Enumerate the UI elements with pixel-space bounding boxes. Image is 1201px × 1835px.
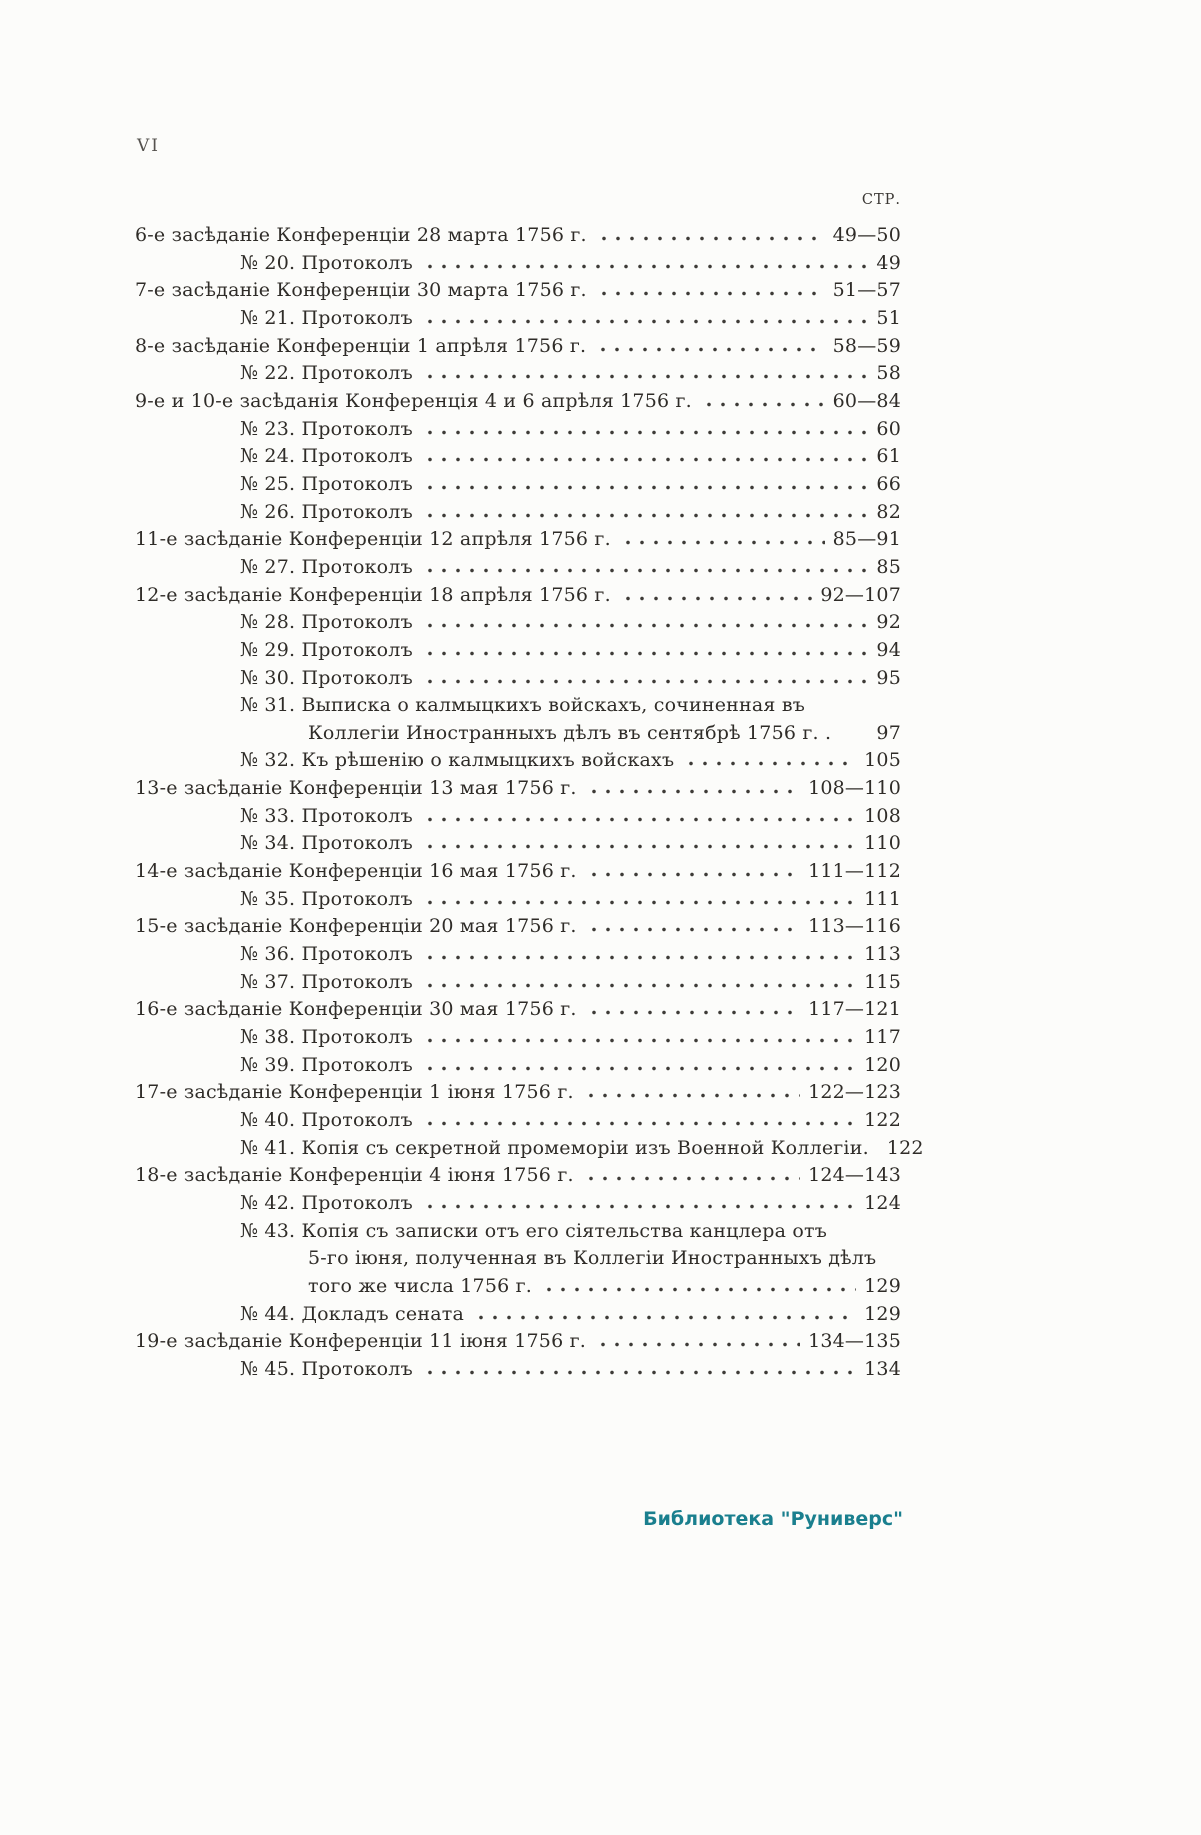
dot-leader	[423, 982, 856, 988]
toc-entry-page: 120	[864, 1053, 901, 1076]
dot-leader	[474, 1314, 856, 1320]
toc-entry-text: 7-е засѣданіе Конференціи 30 марта 1756 г.	[135, 279, 587, 302]
toc-entry-text: 8-е засѣданіе Конференціи 1 апрѣля 1756 г.	[135, 334, 587, 357]
toc-entry-text: 9-е и 10-е засѣданія Конференція 4 и 6 апрѣля 1756 г.	[135, 389, 692, 412]
toc-list	[135, 222, 924, 1384]
toc-line	[135, 1328, 901, 1356]
toc-entry-text: № 26. Протоколъ	[240, 500, 413, 523]
toc-entry-page: 97	[876, 721, 901, 744]
toc-line	[135, 1107, 901, 1135]
toc-entry-text: 15-е засѣданіе Конференціи 20 мая 1756 г.	[135, 915, 577, 938]
toc-line	[135, 499, 901, 527]
dot-leader	[423, 1037, 856, 1043]
dot-leader	[587, 788, 800, 794]
toc-line	[135, 471, 901, 499]
toc-entry-text: 14-е засѣданіе Конференціи 16 мая 1756 г.	[135, 860, 577, 883]
toc-entry-page: 122	[864, 1109, 901, 1131]
dot-leader	[597, 235, 825, 241]
toc-entry-page: 134—135	[808, 1330, 901, 1353]
toc-entry-text: 19-е засѣданіе Конференціи 11 іюня 1756 г.	[135, 1330, 587, 1353]
toc-entry-text: № 24. Протоколъ	[240, 445, 413, 468]
toc-line	[135, 747, 901, 775]
toc-line	[135, 969, 901, 997]
toc-line	[135, 775, 901, 803]
toc-entry-page: 111—112	[808, 860, 901, 883]
toc-entry-page: 66	[876, 472, 901, 495]
dot-leader	[423, 622, 869, 628]
dot-leader	[423, 650, 869, 656]
dot-leader	[702, 401, 825, 407]
toc-line	[135, 913, 901, 941]
toc-entry-page: 60—84	[832, 389, 901, 412]
toc-entry-page: 85—91	[832, 528, 901, 551]
toc-entry-text: № 45. Протоколъ	[240, 1357, 413, 1380]
toc-entry-page: 82	[876, 500, 901, 523]
toc-line	[135, 1079, 901, 1107]
toc-line	[135, 416, 901, 444]
toc-line	[135, 1356, 901, 1384]
toc-entry-page: 51	[876, 306, 901, 329]
toc-line	[135, 1190, 901, 1218]
toc-entry-page: 92	[876, 611, 901, 634]
toc-entry-text: № 21. Протоколъ	[240, 306, 413, 329]
toc-entry-page: 122—123	[808, 1081, 901, 1104]
dot-leader	[423, 512, 869, 518]
toc-line	[135, 443, 901, 471]
toc-entry-text: № 30. Протоколъ	[240, 666, 413, 689]
toc-line	[135, 388, 901, 416]
dot-leader	[423, 263, 869, 269]
dot-leader	[596, 1341, 800, 1347]
toc-entry-page: 61	[876, 445, 901, 468]
toc-line	[135, 886, 901, 914]
toc-entry-text: № 39. Протоколъ	[240, 1053, 413, 1076]
toc-line	[135, 1135, 924, 1163]
toc-line	[135, 720, 901, 748]
dot-leader	[587, 926, 800, 932]
dot-leader	[684, 760, 856, 766]
toc-entry-text: № 35. Протоколъ	[240, 887, 413, 910]
toc-line	[135, 1162, 901, 1190]
toc-line	[135, 277, 901, 305]
toc-entry-text: № 23. Протоколъ	[240, 417, 413, 440]
toc-entry-text: № 41. Копія съ секретной промеморіи изъ Военной Коллегіи.	[240, 1136, 869, 1159]
toc-entry-page: 122	[886, 1136, 924, 1159]
toc-entry-text: 12-е засѣданіе Конференціи 18 апрѣля 1756 г.	[135, 583, 611, 606]
toc-entry-text: 5-го іюня, полученная въ Коллегіи Иностранныхъ дѣлъ	[308, 1247, 877, 1270]
toc-entry-page: 115	[864, 970, 901, 993]
toc-entry-text: 11-е засѣданіе Конференціи 12 апрѣля 1756 г.	[135, 528, 611, 551]
toc-entry-page: 111	[864, 887, 901, 910]
toc-entry-page: 124—143	[808, 1164, 901, 1187]
toc-line	[135, 333, 901, 361]
toc-entry-page: 108	[864, 804, 901, 827]
toc-entry-page: 113—116	[808, 915, 901, 938]
toc-entry-text: № 20. Протоколъ	[240, 251, 413, 274]
toc-line	[135, 554, 901, 582]
dot-leader	[423, 318, 869, 324]
toc-entry-page: 49	[876, 251, 901, 274]
toc-entry-page: 129	[864, 1302, 901, 1325]
dot-leader	[423, 456, 869, 462]
toc-line	[135, 1273, 901, 1301]
dot-leader	[423, 484, 869, 490]
toc-entry-page: 124	[864, 1191, 901, 1214]
toc-entry-page: 129	[864, 1274, 901, 1297]
toc-line	[135, 1052, 901, 1080]
toc-entry-text: № 25. Протоколъ	[240, 472, 413, 495]
dot-leader	[423, 1065, 856, 1071]
toc-entry-page: 108—110	[808, 777, 901, 800]
toc-entry-page: 94	[876, 638, 901, 661]
toc-line	[135, 526, 901, 554]
toc-entry-text: № 36. Протоколъ	[240, 943, 413, 966]
dot-leader	[423, 1203, 856, 1209]
toc-entry-text: 6-е засѣданіе Конференціи 28 марта 1756 г.	[135, 224, 587, 246]
dot-leader	[841, 733, 868, 739]
toc-line	[135, 222, 901, 250]
dot-leader	[596, 346, 824, 352]
dot-leader	[584, 1092, 800, 1098]
toc-line	[135, 830, 901, 858]
toc-line	[135, 1301, 901, 1329]
dot-leader	[621, 539, 825, 545]
toc-line	[135, 996, 901, 1024]
dot-leader	[423, 843, 856, 849]
toc-entry-page: 60	[876, 417, 901, 440]
toc-entry-page: 110	[864, 832, 901, 855]
toc-entry-text: № 38. Протоколъ	[240, 1026, 413, 1049]
toc-line	[135, 637, 901, 665]
toc-entry-page: 92—107	[820, 583, 901, 606]
toc-entry-text: № 29. Протоколъ	[240, 638, 413, 661]
toc-entry-text: Коллегіи Иностранныхъ дѣлъ въ сентябрѣ 1756 г. .	[308, 721, 832, 744]
toc-entry-page: 117—121	[808, 998, 901, 1021]
toc-entry-text: № 42. Протоколъ	[240, 1191, 413, 1214]
toc-line	[135, 858, 901, 886]
toc-entry-page: 105	[864, 749, 901, 772]
dot-leader	[542, 1286, 856, 1292]
toc-entry-text: № 37. Протоколъ	[240, 970, 413, 993]
dot-leader	[423, 1369, 856, 1375]
toc-entry-text: № 22. Протоколъ	[240, 362, 413, 385]
toc-line	[135, 692, 901, 720]
toc-line	[135, 250, 901, 278]
toc-entry-text: того же числа 1756 г.	[308, 1274, 533, 1297]
toc-entry-page: 134	[864, 1357, 901, 1380]
toc-line	[135, 360, 901, 388]
toc-line	[135, 1245, 901, 1273]
dot-leader	[423, 373, 869, 379]
toc-entry-page: 51—57	[832, 279, 901, 302]
dot-leader	[621, 595, 813, 601]
dot-leader	[423, 899, 856, 905]
toc-entry-page: 85	[876, 555, 901, 578]
toc-entry-text: № 43. Копія съ записки отъ его сіятельства канцлера отъ	[240, 1219, 828, 1242]
toc-entry-page: 49—50	[832, 224, 901, 246]
toc-entry-text: № 27. Протоколъ	[240, 555, 413, 578]
dot-leader	[423, 816, 856, 822]
toc-line	[135, 1024, 901, 1052]
toc-line	[135, 941, 901, 969]
dot-leader	[584, 1175, 800, 1181]
toc-entry-text: № 40. Протоколъ	[240, 1109, 413, 1131]
toc-line	[135, 803, 901, 831]
toc-entry-text: № 34. Протоколъ	[240, 832, 413, 855]
toc-entry-page: 58—59	[832, 334, 901, 357]
toc-entry-text: № 33. Протоколъ	[240, 804, 413, 827]
dot-leader	[423, 678, 869, 684]
toc-entry-text: № 32. Къ рѣшенію о калмыцкихъ войскахъ	[240, 749, 675, 772]
page-column-header: СТР.	[861, 192, 901, 208]
toc-entry-page: 58	[876, 362, 901, 385]
dot-leader	[423, 567, 869, 573]
dot-leader	[423, 429, 869, 435]
toc-line	[135, 582, 901, 610]
toc-entry-text: 18-е засѣданіе Конференціи 4 іюня 1756 г.	[135, 1164, 574, 1187]
toc-line	[135, 609, 901, 637]
library-watermark: Библиотека "Руниверс"	[643, 1508, 903, 1530]
page-number-roman: VI	[137, 136, 160, 156]
toc-entry-text: 13-е засѣданіе Конференціи 13 мая 1756 г.	[135, 777, 577, 800]
dot-leader	[587, 1009, 800, 1015]
toc-entry-text: 17-е засѣданіе Конференціи 1 іюня 1756 г.	[135, 1081, 574, 1104]
toc-entry-text: 16-е засѣданіе Конференціи 30 мая 1756 г.	[135, 998, 577, 1021]
toc-entry-text: № 28. Протоколъ	[240, 611, 413, 634]
dot-leader	[587, 871, 800, 877]
toc-entry-text: № 31. Выписка о калмыцкихъ войскахъ, сочиненная въ	[240, 694, 806, 717]
toc-line	[135, 665, 901, 693]
dot-leader	[423, 954, 856, 960]
toc-line	[135, 1218, 901, 1246]
toc-line	[135, 305, 901, 333]
toc-entry-text: № 44. Докладъ сената	[240, 1302, 464, 1325]
dot-leader	[597, 290, 825, 296]
toc-entry-page: 95	[876, 666, 901, 689]
toc-entry-page: 113	[864, 943, 901, 966]
dot-leader	[423, 1120, 856, 1126]
toc-entry-page: 117	[864, 1026, 901, 1049]
